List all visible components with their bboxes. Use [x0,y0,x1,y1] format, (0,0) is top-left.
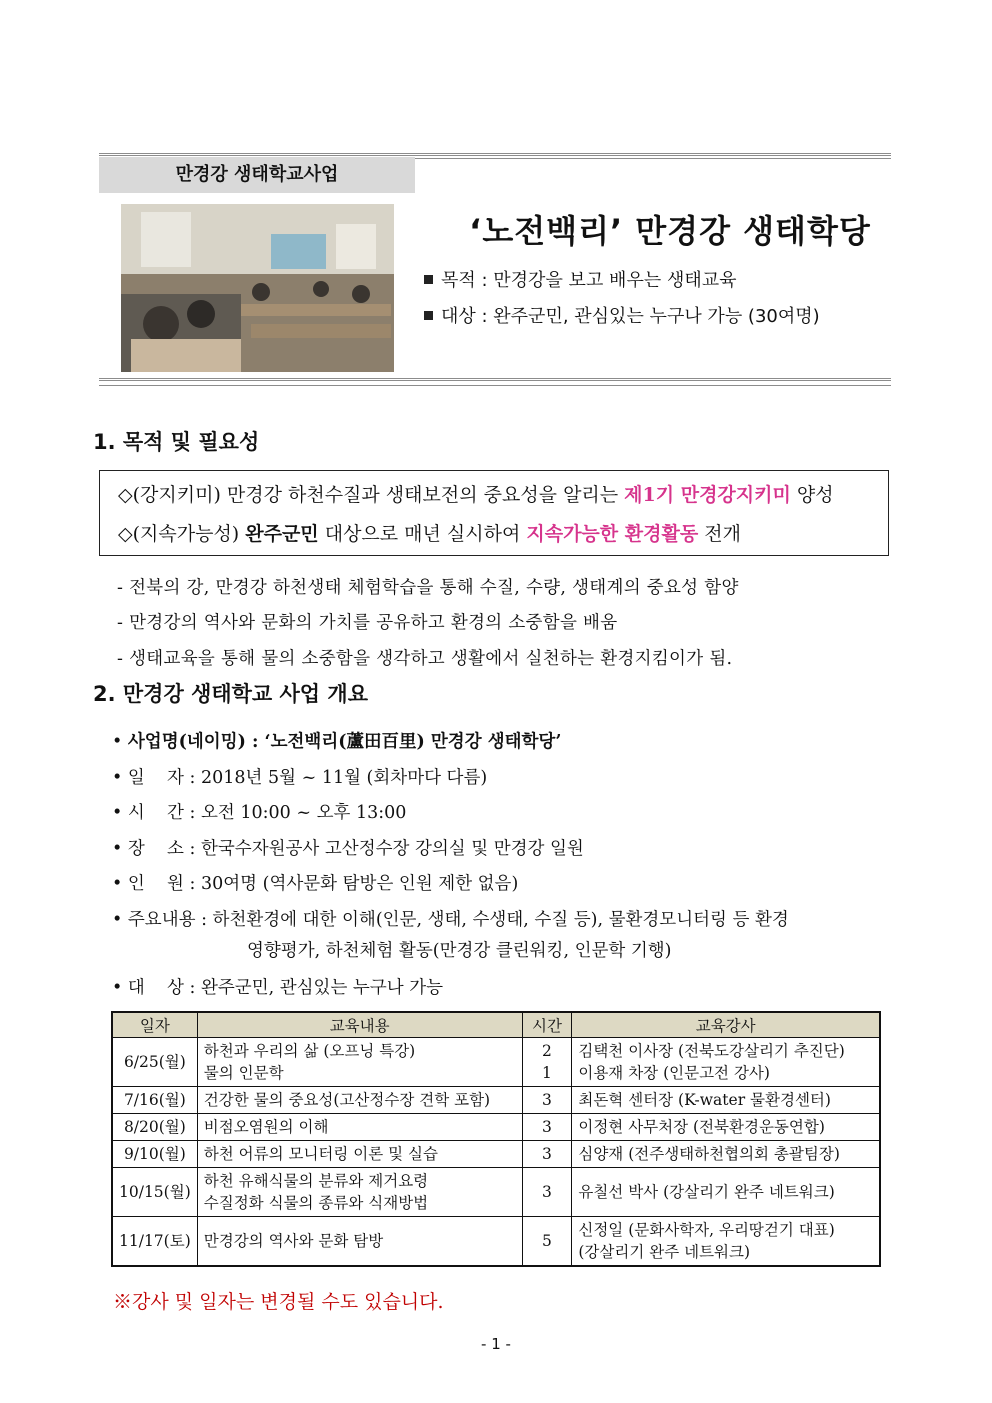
row-date: 6/25(월) [112,1038,197,1087]
header-bottom-rule [99,378,891,386]
row-hours: 3 [522,1168,572,1217]
row-hours: 3 [522,1141,572,1168]
row-lecturer: 김택천 이사장 (전북도강살리기 추진단) 이용재 차장 (인문고전 강사) [572,1038,880,1087]
schedule-table [111,1011,881,1267]
section2-heading: 2. 만경강 생태학교 사업 개요 [93,682,368,706]
row-hours: 3 [522,1114,572,1141]
row-date: 7/16(월) [112,1087,197,1114]
table-row [112,1087,880,1114]
col-header-content: 교육내용 [197,1012,522,1038]
overview-item-time: • 시 간 : 오전 10:00 ~ 오후 13:00 [112,803,407,823]
classroom-photo [121,204,394,372]
need-item-3: - 생태교육을 통해 물의 소중함을 생각하고 생활에서 실천하는 환경지킴이가 됨. [117,649,733,669]
overview-item-date: • 일 자 : 2018년 5월 ~ 11월 (회차마다 다름) [112,768,488,788]
table-row [112,1114,880,1141]
row-lecturer: 최돈혁 센터장 (K-water 물환경센터) [572,1087,880,1114]
need-item-1: - 전북의 강, 만경강 하천생태 체험학습을 통해 수질, 수량, 생태계의 중요성 함양 [117,578,739,598]
header-bullet-purpose: 목적 : 만경강을 보고 배우는 생태교육 [424,266,737,292]
row-hours: 3 [522,1087,572,1114]
row-date: 11/17(토) [112,1217,197,1267]
table-row [112,1217,880,1267]
overview-item-content: • 주요내용 : 하천환경에 대한 이해(인문, 생태, 수생태, 수질 등), 물환경모니터링 등 환경 [112,910,789,930]
row-lecturer: 이정현 사무처장 (전북환경운동연합) [572,1114,880,1141]
page-title: ‘노전백리’ 만경강 생태학당 [469,212,871,250]
need-item-2: - 만경강의 역사와 문화의 가치를 공유하고 환경의 소중함을 배움 [117,613,618,633]
row-content: 하천과 우리의 삶 (오프닝 특강) 물의 인문학 [197,1038,522,1087]
row-date: 9/10(월) [112,1141,197,1168]
col-header-hours: 시간 [522,1012,572,1038]
page-number: - 1 - [481,1335,511,1353]
square-bullet-icon [424,311,433,320]
table-row [112,1168,880,1217]
overview-item-content-cont: 영향평가, 하천체험 활동(만경강 클린워킹, 인문학 기행) [247,941,672,961]
purpose-box-line-1: ◇(강지키미) 만경강 하천수질과 생태보전의 중요성을 알리는 제1기 만경강지키미 양성 [118,484,834,506]
row-content: 건강한 물의 중요성(고산정수장 견학 포함) [197,1087,522,1114]
row-content: 만경강의 역사와 문화 탐방 [197,1217,522,1267]
overview-item-place: • 장 소 : 한국수자원공사 고산정수장 강의실 및 만경강 일원 [112,839,584,859]
header-bullet-target: 대상 : 완주군민, 관심있는 누구나 가능 (30여명) [424,302,820,328]
col-header-date: 일자 [112,1012,197,1038]
row-lecturer: 유칠선 박사 (강살리기 완주 네트워크) [572,1168,880,1217]
col-header-lecturer: 교육강사 [572,1012,880,1038]
row-lecturer: 신정일 (문화사학자, 우리땅걷기 대표) (강살리기 완주 네트워크) [572,1217,880,1267]
row-hours: 5 [522,1217,572,1267]
section1-heading: 1. 목적 및 필요성 [93,430,260,454]
row-content: 하천 어류의 모니터링 이론 및 실습 [197,1141,522,1168]
change-notice: ※강사 및 일자는 변경될 수도 있습니다. [113,1291,444,1313]
row-lecturer: 심양재 (전주생태하천협의회 총괄팀장) [572,1141,880,1168]
purpose-box-line-2: ◇(지속가능성) 완주군민 대상으로 매년 실시하여 지속가능한 환경활동 전개 [118,523,741,545]
row-hours: 2 1 [522,1038,572,1087]
row-date: 8/20(월) [112,1114,197,1141]
overview-item-name: • 사업명(네이밍) : ‘노전백리(蘆田百里) 만경강 생태학당’ [112,732,562,752]
row-date: 10/15(월) [112,1168,197,1217]
program-tag: 만경강 생태학교사업 [99,157,415,193]
overview-item-people: • 인 원 : 30여명 (역사문화 탐방은 인원 제한 없음) [112,874,519,894]
table-row [112,1038,880,1087]
row-content: 비점오염원의 이해 [197,1114,522,1141]
row-content: 하천 유해식물의 분류와 제거요령 수질정화 식물의 종류와 식재방법 [197,1168,522,1217]
table-row [112,1141,880,1168]
table-header-row [112,1012,880,1038]
square-bullet-icon [424,275,433,284]
overview-item-target: • 대 상 : 완주군민, 관심있는 누구나 가능 [112,978,443,998]
